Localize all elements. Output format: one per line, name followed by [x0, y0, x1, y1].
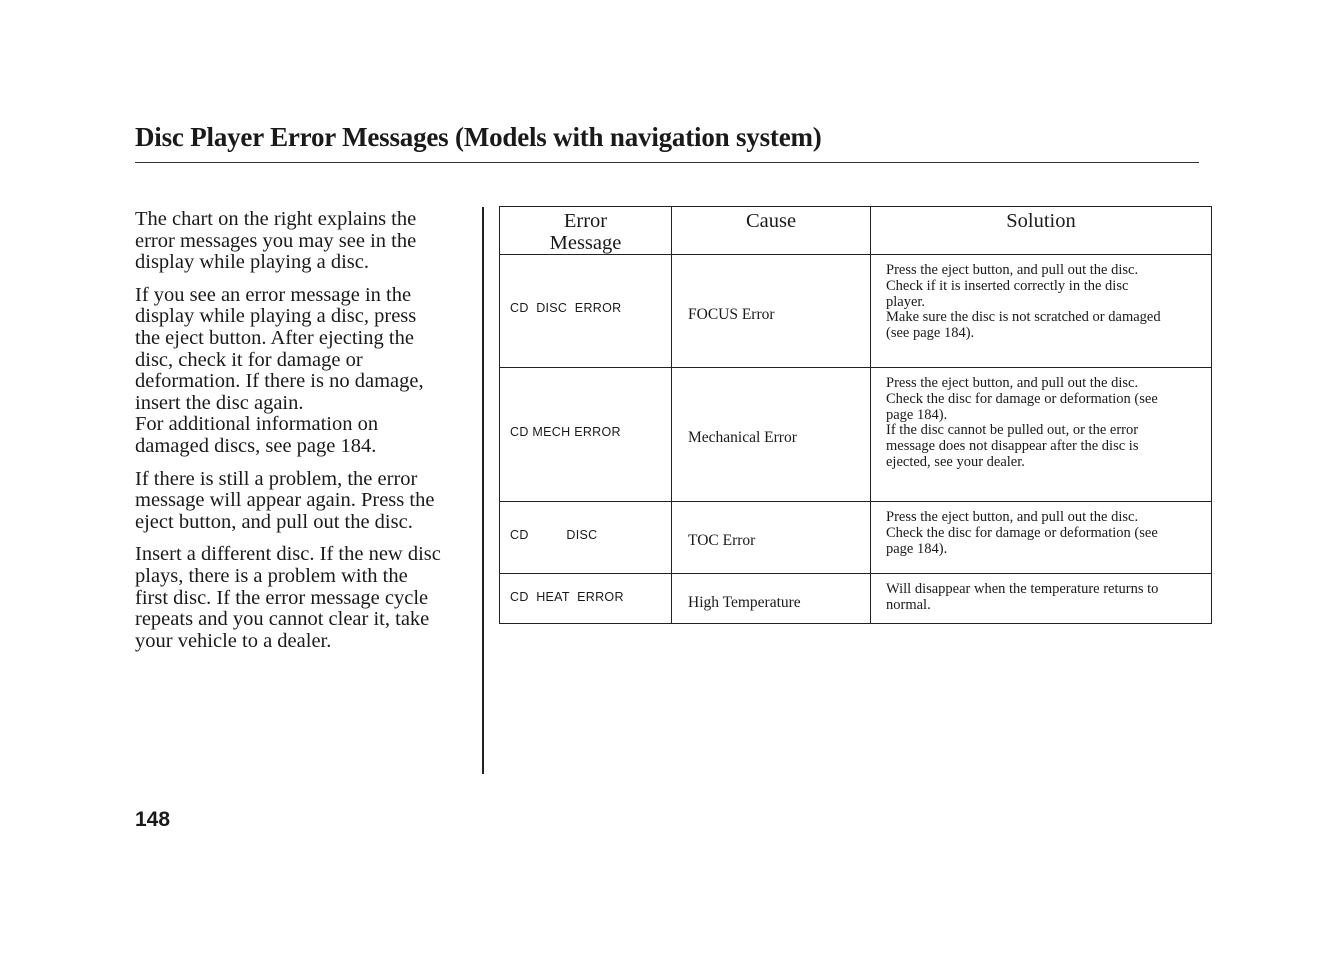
page-number: 148	[135, 808, 171, 831]
solution-line: Press the eject button, and pull out the disc.	[886, 375, 1139, 391]
intro-line: insert the disc again.	[135, 391, 304, 414]
header-cause: Cause	[672, 207, 871, 255]
solution-line: Press the eject button, and pull out the disc.	[886, 509, 1139, 525]
solution-line: Press the eject button, and pull out the disc.	[886, 262, 1139, 278]
intro-line: eject button, and pull out the disc.	[135, 510, 413, 533]
table-row	[500, 502, 1212, 574]
table-row	[500, 574, 1212, 624]
cause-cell: High Temperature	[672, 574, 871, 624]
solution-cell	[871, 574, 1212, 624]
solution-line: Check if it is inserted correctly in the disc	[886, 277, 1129, 294]
error-message-cell: CD DISC	[500, 502, 672, 574]
solution-cell	[871, 255, 1212, 368]
solution-line: page 184).	[886, 540, 948, 557]
intro-line: plays, there is a problem with the	[135, 564, 408, 587]
intro-line: repeats and you cannot clear it, take	[135, 608, 430, 631]
solution-cell	[871, 368, 1212, 502]
table-header-row	[500, 207, 1212, 255]
error-message-cell: CD HEAT ERROR	[500, 574, 672, 624]
solution-line: message does not disappear after the disc is	[886, 438, 1139, 455]
solution-line: If the disc cannot be pulled out, or the error	[886, 422, 1139, 439]
cause-cell: TOC Error	[672, 502, 871, 574]
intro-line: deformation. If there is no damage,	[135, 370, 424, 393]
error-message-table	[499, 206, 1212, 624]
table-row	[500, 368, 1212, 502]
intro-line: The chart on the right explains the	[135, 208, 417, 230]
solution-line: Will disappear when the temperature returns to	[886, 581, 1159, 597]
page-title: Disc Player Error Messages (Models with navigation system)	[135, 122, 822, 152]
intro-paragraph-3	[135, 469, 475, 534]
intro-line: If you see an error message in the	[135, 283, 412, 306]
header-error-message-line2: Message	[549, 232, 622, 254]
solution-cell	[871, 502, 1212, 574]
solution-line: (see page 184).	[886, 325, 975, 342]
intro-line: display while playing a disc.	[135, 251, 369, 274]
error-message-cell: CD MECH ERROR	[500, 368, 672, 502]
intro-text	[135, 209, 475, 663]
error-message-cell: CD DISC ERROR	[500, 255, 672, 368]
intro-line: your vehicle to a dealer.	[135, 629, 332, 652]
intro-line: Insert a different disc. If the new disc	[135, 543, 441, 566]
intro-paragraph-2	[135, 285, 475, 458]
solution-line: ejected, see your dealer.	[886, 453, 1025, 470]
intro-paragraph-1	[135, 209, 475, 274]
cause-cell: FOCUS Error	[672, 255, 871, 368]
solution-line: normal.	[886, 596, 931, 613]
solution-line: Make sure the disc is not scratched or damaged	[886, 309, 1161, 326]
solution-line: Check the disc for damage or deformation (see	[886, 524, 1158, 541]
cause-cell: Mechanical Error	[672, 368, 871, 502]
title-rule	[135, 162, 1199, 163]
solution-line: page 184).	[886, 406, 948, 423]
table-row	[500, 255, 1212, 368]
header-error-message-line1: Error	[563, 210, 608, 232]
intro-line: the eject button. After ejecting the	[135, 326, 414, 349]
header-solution: Solution	[871, 207, 1212, 255]
intro-line: disc, check it for damage or	[135, 348, 363, 371]
intro-line: damaged discs, see page 184.	[135, 434, 377, 457]
intro-line: If there is still a problem, the error	[135, 467, 418, 490]
intro-line: first disc. If the error message cycle	[135, 586, 429, 609]
intro-line: For additional information on	[135, 413, 379, 436]
header-error-message	[500, 207, 672, 255]
solution-line: player.	[886, 293, 926, 310]
intro-paragraph-4	[135, 544, 475, 652]
intro-line: message will appear again. Press the	[135, 489, 435, 512]
solution-line: Check the disc for damage or deformation (see	[886, 390, 1158, 407]
intro-line: display while playing a disc, press	[135, 305, 417, 328]
column-divider	[482, 207, 484, 774]
intro-line: error messages you may see in the	[135, 229, 417, 252]
